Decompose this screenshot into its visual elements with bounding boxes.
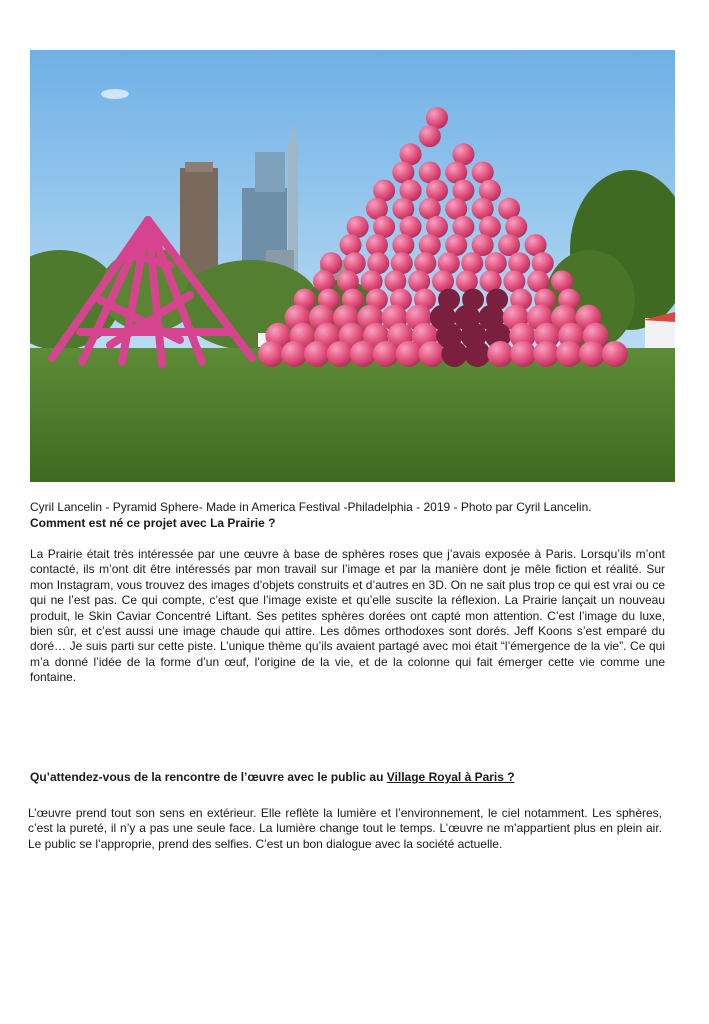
sphere (373, 341, 399, 367)
sphere (556, 341, 582, 367)
sphere (304, 341, 330, 367)
photo-caption: Cyril Lancelin - Pyramid Sphere- Made in America Festival -Philadelphia - 2019 - Photo par Cyril Lancelin. (30, 500, 592, 514)
sphere (441, 341, 467, 367)
section-2-heading-text: Qu’attendez-vous de la rencontre de l’œuvre avec le public au (30, 770, 387, 784)
sphere (258, 341, 284, 367)
section-1-heading: Comment est né ce projet avec La Prairie ? (30, 516, 276, 530)
sphere (464, 341, 490, 367)
sphere (579, 341, 605, 367)
sphere (281, 341, 307, 367)
sphere (602, 341, 628, 367)
sphere (396, 341, 422, 367)
article-photo (30, 50, 675, 482)
sphere (487, 341, 513, 367)
sphere (510, 341, 536, 367)
sphere (419, 341, 445, 367)
village-royal-link[interactable]: Village Royal à Paris ? (386, 770, 515, 784)
section-2-body: L’œuvre prend tout son sens en extérieur. Elle reflète la lumière et l’environnement, le ciel notamment. Les sphères, c’est la pureté, il n’y a pas une seule face. La lumière change tout le temps. L’œuvre ne m’appartient plus en plein air. Le public se l’approprie, prend des selfies. C’est un bon dialogue avec la société actuelle. (28, 806, 662, 851)
section-1-body: La Prairie était très intéressée par une œuvre à base de sphères roses que j’avais exposée à Paris. Lorsqu’ils m’ont contacté, ils m’ont dit être intéressés par mon travail sur l’image et par la manière dont je mêle fiction et réalité. Sur mon Instagram, vous trouvez des images d’objets construits et d’autres en 3D. On ne sait plus trop ce qui est vrai ou ce qui ne l’est pas. Ce qui compte, c’est que l’image existe et qu’elle suscite la réflexion. La Prairie lançait un nouveau produit, le Skin Caviar Concentré Liftant. Ses petites sphères dorées ont capté mon attention. C’est l’image du luxe, bien sûr, et c’est aussi une image chaude qui attire. Les dômes orthodoxes sont dorés. Jeff Koons s’est emparé du doré… Je suis parti sur cette piste. L’unique thème qu’ils avaient partagé avec moi était “l’émergence de la vie”. Ce qui m’a donné l’idée de la forme d’un œuf, l’origine de la vie, et de la colonne qui fait émerger cette vie comme une fontaine. (30, 547, 665, 685)
sphere (533, 341, 559, 367)
sphere (327, 341, 353, 367)
sphere (419, 125, 441, 147)
section-2-heading (30, 770, 680, 785)
sphere (350, 341, 376, 367)
